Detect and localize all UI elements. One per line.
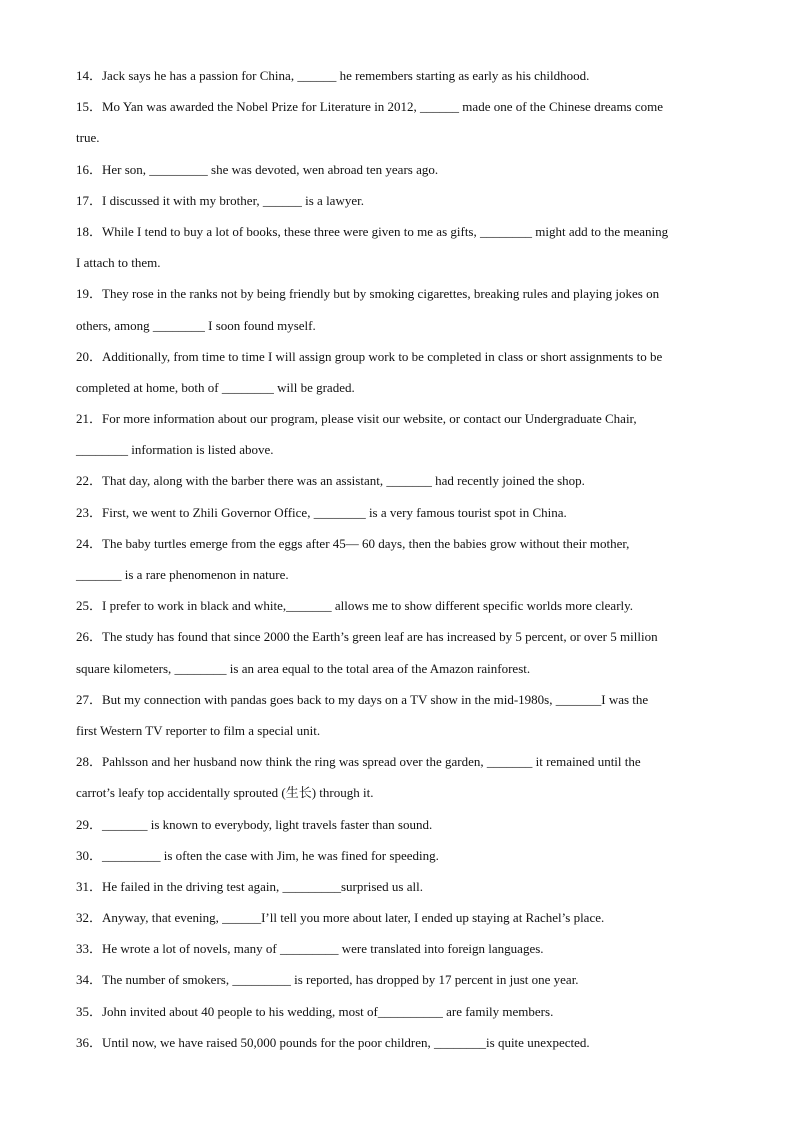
text-line-29: 33．He wrote a lot of novels, many of _________ were translated into foreign languages. — [76, 941, 544, 957]
text-line-15: 23．First, we went to Zhili Governor Office, ________ is a very famous tourist spot in China. — [76, 504, 567, 520]
text-line-31: 35．John invited about 40 people to his wedding, most of__________ are family members. — [76, 1003, 554, 1019]
text-line-12: 21．For more information about our program, please visit our website, or contact our Undergraduate Chair, — [76, 411, 637, 427]
text-line-7: I attach to them. — [76, 255, 161, 271]
text-line-19: 26．The study has found that since 2000 the Earth’s green leaf are has increased by 5 percent, or over 5 million — [76, 629, 658, 645]
text-line-23: 28．Pahlsson and her husband now think the ring was spread over the garden, _______ it remained until the — [76, 754, 641, 770]
text-line-10: 20．Additionally, from time to time I will assign group work to be completed in class or short assignments to be — [76, 348, 663, 364]
text-line-3: true. — [76, 130, 100, 146]
text-line-2: 15．Mo Yan was awarded the Nobel Prize for Literature in 2012, ______ made one of the Chinese dreams come — [76, 99, 664, 115]
text-line-1: 14．Jack says he has a passion for China, ______ he remembers starting as early as his childhood. — [76, 68, 590, 83]
text-line-6: 18．While I tend to buy a lot of books, these three were given to me as gifts, ________ might add to the meaning — [76, 223, 669, 239]
text-line-21: 27．But my connection with pandas goes back to my days on a TV show in the mid-1980s, _______I was the — [76, 691, 649, 707]
text-line-14: 22．That day, along with the barber there was an assistant, _______ had recently joined the shop. — [76, 473, 585, 489]
text-line-24: carrot’s leafy top accidentally sprouted (生长) through it. — [76, 785, 374, 801]
text-line-30: 34．The number of smokers, _________ is reported, has dropped by 17 percent in just one year. — [76, 972, 579, 988]
text-line-25: 29．_______ is known to everybody, light travels faster than sound. — [76, 816, 433, 832]
text-line-32: 36．Until now, we have raised 50,000 pounds for the poor children, ________is quite unexpected. — [76, 1034, 590, 1050]
text-line-13: ________ information is listed above. — [76, 442, 274, 458]
text-line-27: 31．He failed in the driving test again, _________surprised us all. — [76, 878, 423, 894]
text-line-18: 25．I prefer to work in black and white,_______ allows me to show different specific worlds more clearly. — [76, 598, 634, 614]
text-line-8: 19．They rose in the ranks not by being friendly but by smoking cigarettes, breaking rules and playing jokes on — [76, 286, 660, 302]
text-line-17: _______ is a rare phenomenon in nature. — [76, 567, 289, 582]
text-line-20: square kilometers, ________ is an area equal to the total area of the Amazon rainforest. — [76, 660, 531, 676]
text-line-26: 30．_________ is often the case with Jim, he was fined for speeding. — [76, 847, 439, 863]
text-line-4: 16．Her son, _________ she was devoted, wen abroad ten years ago. — [76, 161, 439, 177]
text-line-16: 24．The baby turtles emerge from the eggs after 45— 60 days, then the babies grow without their mother, — [76, 535, 630, 551]
text-line-5: 17．I discussed it with my brother, ______ is a lawyer. — [76, 192, 364, 208]
text-line-11: completed at home, both of ________ will be graded. — [76, 379, 355, 395]
text-line-9: others, among ________ I soon found myself. — [76, 317, 316, 333]
text-line-28: 32．Anyway, that evening, ______I’ll tell you more about later, I ended up staying at Rachel’s place. — [76, 910, 605, 926]
question-list — [76, 67, 726, 1065]
text-line-22: first Western TV reporter to film a special unit. — [76, 722, 321, 738]
